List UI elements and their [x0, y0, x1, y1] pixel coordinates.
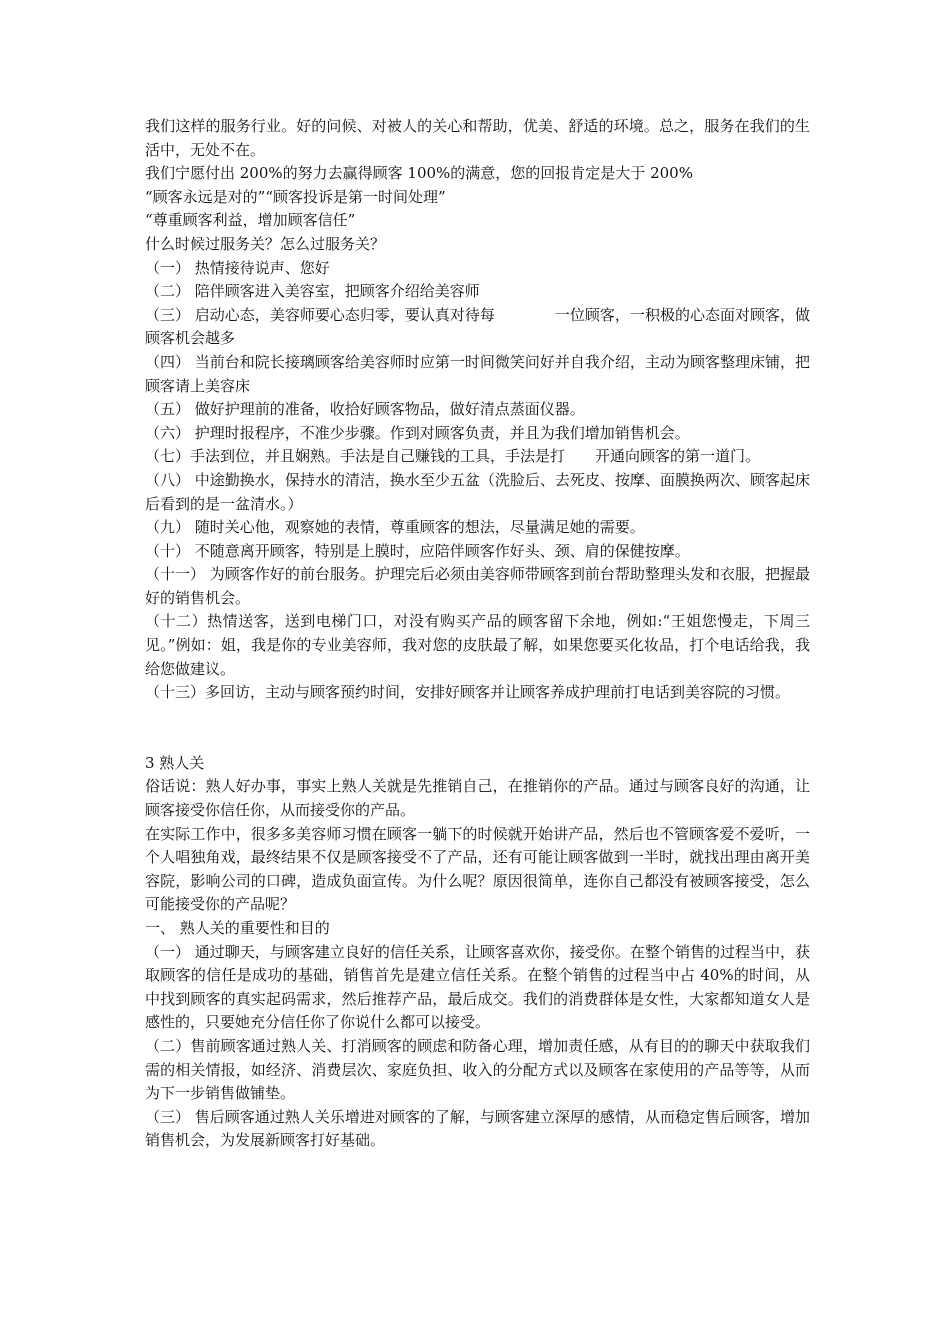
document-body: [145, 115, 810, 1153]
service-slogan-1: “顾客永远是对的”“顾客投诉是第一时间处理”: [145, 187, 446, 206]
service-item-1: （一） 热情接待说声、您好: [145, 258, 330, 277]
service-item-9: （九） 随时关心他，观察她的表情，尊重顾客的想法，尽量满足她的需要。: [145, 518, 645, 537]
service-slogan-2: “尊重顾客利益，增加顾客信任”: [145, 211, 356, 230]
acquaintance-para-2: 在实际工作中，很多多美容师习惯在顾客一躺下的时候就开始讲产品，然后也不管顾客爱不爱听，一个人唱独角戏，最终结果不仅是顾客接受不了产品，还有可能让顾客做到一半时，就找出理由离开美容院，影响公司的口碑，造成负面宣传。为什么呢？原因很简单，连你自己都没有被顾客接受，怎么可能接受你的产品呢？: [145, 824, 810, 914]
service-item-5: （五） 做好护理前的准备，收拾好顾客物品，做好清点蒸面仪器。: [145, 400, 585, 419]
service-question: 什么时候过服务关？怎么过服务关？: [145, 234, 386, 253]
acquaintance-item-2: （二）售前顾客通过熟人关、打消顾客的顾虑和防备心理，增加责任感，从有目的的聊天中获取我们需的相关情报，如经济、消费层次、家庭负担、收入的分配方式以及顾客在家使用的产品等等，从而为下一步销售做铺垫。: [145, 1036, 810, 1103]
acquaintance-para-1: 俗话说：熟人好办事，事实上熟人关就是先推销自己，在推销你的产品。通过与顾客良好的沟通，让顾客接受你信任你，从而接受你的产品。: [145, 777, 810, 820]
service-item-7: （七）手法到位，并且娴熟。手法是自己赚钱的工具，手法是打 开通向顾客的第一道门。: [145, 447, 761, 466]
acquaintance-heading: 3 熟人关: [145, 753, 205, 772]
service-item-11: （十一） 为顾客作好的前台服务。护理完后必须由美容师带顾客到前台帮助整理头发和衣服，把握最好的销售机会。: [145, 565, 810, 607]
acquaintance-subheading: 一、 熟人关的重要性和目的: [145, 919, 330, 937]
service-item-10: （十） 不随意离开顾客，特别是上膜时，应陪伴顾客作好头、颈、肩的保健按摩。: [145, 541, 690, 560]
service-item-4: （四） 当前台和院长接璃顾客给美容师时应第一时间微笑问好并自我介绍，主动为顾客整理床铺，把顾客请上美容床: [145, 352, 810, 395]
service-item-6: （六） 护理时报程序，不准少步骤。作到对顾客负责，并且为我们增加销售机会。: [145, 423, 690, 442]
service-intro-1: 我们这样的服务行业。好的问候、对被人的关心和帮助，优美、舒适的环境。总之，服务在我们的生活中，无处不在。: [145, 117, 810, 159]
service-item-13: （十三）多回访，主动与顾客预约时间，安排好顾客并让顾客养成护理前打电话到美容院的习惯。: [145, 683, 791, 702]
section-spacer: [145, 705, 810, 752]
acquaintance-item-1: （一） 通过聊天，与顾客建立良好的信任关系，让顾客喜欢你，接受你。在整个销售的过程当中，获取顾客的信任是成功的基础，销售首先是建立信任关系。在整个销售的过程当中占 40%的时间，从中找到顾客的真实起码需求，然后推荐产品，最后成交。我们的消费群体是女性，大家都知道女人是感性的，只要她充分信任你了你说什么都可以接受。: [145, 942, 810, 1032]
service-item-3: （三） 启动心态，美容师要心态归零，要认真对待每 一位顾客，一积极的心态面对顾客，做顾客机会越多: [145, 305, 810, 348]
service-item-12: （十二）热情送客，送到电梯门口，对没有购买产品的顾客留下余地，例如:“王姐您慢走，下周三见。”例如：姐，我是你的专业美容师，我对您的皮肤最了解，如果您要买化妆品，打个电话给我，我给您做建议。: [145, 612, 810, 678]
service-item-2: （二） 陪伴顾客进入美容室，把顾客介绍给美容师: [145, 282, 480, 301]
service-item-8: （八） 中途勤换水，保持水的清洁，换水至少五盆（洗脸后、去死皮、按摩、面膜换两次、顾客起床后看到的是一盆清水。）: [145, 470, 810, 513]
acquaintance-item-3: （三） 售后顾客通过熟人关乐增进对顾客的了解，与顾客建立深厚的感情，从而稳定售后顾客，增加销售机会，为发展新顾客打好基础。: [145, 1107, 810, 1150]
service-intro-2: 我们宁愿付出 200%的努力去赢得顾客 100%的满意，您的回报肯定是大于 200%: [145, 164, 693, 183]
